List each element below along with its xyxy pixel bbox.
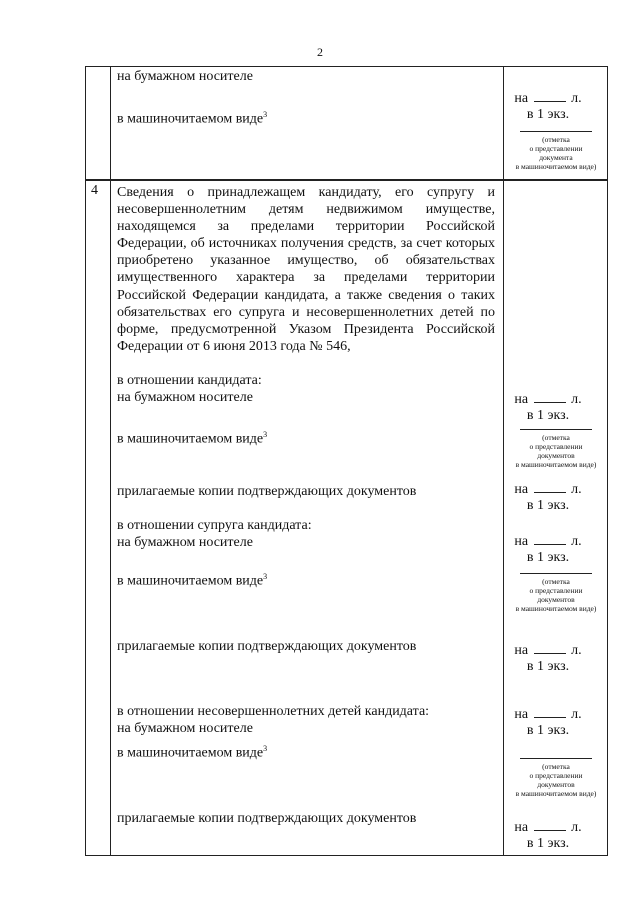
row-description: Сведения о принадлежащем кандидату, его супругу и несовершеннолетним детям недвижимом имуществе, находящемся за пределами территории Российской Федерации, об источниках получения средств, за счет которых приобретено указанное имущество, об обязательствах имущественного характера за пределами территории Российской Федерации кандидата, а также сведения о таких обязательствах его супруга и несовершеннолетних детей по форме, предусмотренной Указом Президента Российской Федерации от 6 июня 2013 года № 546, (117, 185, 495, 354)
children-machine-mark: (отметка о представлении документов в машиночитаемом виде) (506, 758, 606, 798)
machine-label (117, 106, 267, 128)
candidate-sheet-count: на л. в 1 экз. (514, 392, 582, 423)
footnote-ref: 3 (263, 110, 268, 119)
candidate-copies-label: прилагаемые копии подтверждающих документов (117, 484, 417, 499)
spouse-copies-label: прилагаемые копии подтверждающих документов (117, 639, 417, 654)
candidate-machine-mark: (отметка о представлении документов в машиночитаемом виде) (506, 429, 606, 469)
children-machine-label: в машиночитаемом виде$^3$ (117, 744, 268, 761)
sheet-count-blank (534, 90, 566, 102)
spouse-paper-label: на бумажном носителе (117, 535, 253, 550)
children-heading: в отношении несовершеннолетних детей кандидата: (117, 704, 430, 719)
candidate-heading: в отношении кандидата: (117, 373, 262, 388)
signature-line (520, 131, 592, 132)
spouse-heading: в отношении супруга кандидата: (117, 518, 312, 533)
spouse-machine-mark: (отметка о представлении документов в машиночитаемом виде) (506, 573, 606, 613)
sheet-count (508, 90, 588, 123)
table-col-divider-2 (503, 66, 504, 856)
paper-label: на бумажном носителе (117, 69, 253, 84)
row-number: 4 (91, 183, 98, 198)
table-border-bottom (85, 855, 608, 856)
table-col-divider-1 (110, 66, 111, 856)
children-copies-label: прилагаемые копии подтверждающих документов (117, 811, 417, 826)
children-sheet-count: на л. в 1 экз. (514, 707, 582, 738)
machine-readable-mark: (отметка о представлении документа в машиночитаемом виде) (506, 131, 606, 171)
sheet-count-line: на л. (514, 91, 582, 106)
table-row-divider (85, 179, 608, 181)
page-number: 2 (317, 45, 323, 59)
machine-label-text: в машиночитаемом виде (117, 111, 264, 127)
copies-line: в 1 экз. (526, 107, 570, 122)
table-border-right (607, 66, 608, 856)
children-copies-count: на л. в 1 экз. (514, 820, 582, 851)
table-border-left (85, 66, 86, 856)
candidate-copies-count: на л. в 1 экз. (514, 482, 582, 513)
spouse-copies-count: на л. в 1 экз. (514, 643, 582, 674)
candidate-machine-label: в машиночитаемом виде$^3$ (117, 430, 268, 447)
children-paper-label: на бумажном носителе (117, 721, 253, 736)
spouse-machine-label: в машиночитаемом виде$^3$ (117, 572, 268, 589)
spouse-sheet-count: на л. в 1 экз. (514, 534, 582, 565)
candidate-paper-label: на бумажном носителе (117, 390, 253, 405)
table-border-top (85, 66, 608, 67)
